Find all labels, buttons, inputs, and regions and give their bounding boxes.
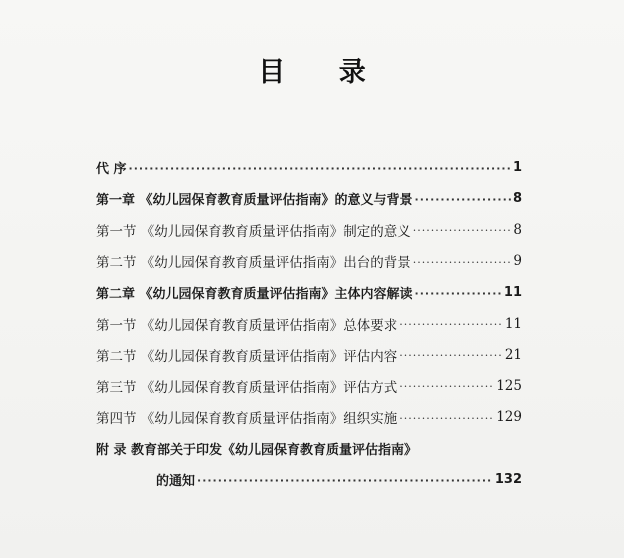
toc-entry-label: 第一节 《幼儿园保育教育质量评估指南》总体要求 bbox=[96, 317, 398, 334]
dot-leader bbox=[399, 381, 494, 392]
dot-leader bbox=[129, 163, 511, 174]
toc-entry[interactable] bbox=[96, 464, 522, 495]
toc-entry-label: 第三节 《幼儿园保育教育质量评估指南》评估方式 bbox=[96, 379, 398, 396]
toc-entry[interactable] bbox=[96, 277, 522, 308]
toc-entry-page-number: 8 bbox=[513, 221, 522, 238]
toc-entry-page-number: 1 bbox=[512, 160, 522, 176]
toc-entry[interactable] bbox=[96, 246, 522, 277]
toc-entry-page-number: 125 bbox=[496, 377, 522, 394]
toc-entry-label: 的通知 bbox=[156, 473, 196, 489]
toc-entry-label: 第一节 《幼儿园保育教育质量评估指南》制定的意义 bbox=[96, 223, 411, 240]
toc-entry-label: 第二节 《幼儿园保育教育质量评估指南》评估内容 bbox=[96, 348, 398, 365]
dot-leader bbox=[399, 319, 503, 330]
toc-entry-label: 附 录 教育部关于印发《幼儿园保育教育质量评估指南》 bbox=[96, 442, 418, 458]
dot-leader bbox=[415, 288, 502, 299]
toc-entry[interactable] bbox=[96, 152, 522, 183]
toc-entry-page-number: 129 bbox=[496, 409, 522, 426]
toc-entry[interactable] bbox=[96, 308, 522, 339]
toc-entry[interactable] bbox=[96, 183, 522, 214]
dot-leader bbox=[415, 194, 511, 205]
toc-entry[interactable] bbox=[96, 433, 522, 464]
dot-leader bbox=[399, 413, 494, 424]
dot-leader bbox=[399, 350, 503, 361]
toc-entry[interactable] bbox=[96, 339, 522, 370]
toc-entry-page-number: 8 bbox=[512, 191, 522, 207]
toc-entry-label: 第二章 《幼儿园保育教育质量评估指南》主体内容解读 bbox=[96, 286, 413, 302]
toc-entry[interactable] bbox=[96, 370, 522, 401]
dot-leader bbox=[413, 225, 512, 236]
table-of-contents bbox=[96, 152, 522, 495]
toc-entry-page-number: 21 bbox=[504, 346, 522, 363]
toc-entry-page-number: 132 bbox=[494, 471, 522, 487]
toc-entry-label: 第四节 《幼儿园保育教育质量评估指南》组织实施 bbox=[96, 411, 398, 428]
dot-leader bbox=[197, 475, 493, 486]
toc-entry-label: 第一章 《幼儿园保育教育质量评估指南》的意义与背景 bbox=[96, 193, 413, 209]
toc-entry-page-number: 11 bbox=[504, 315, 522, 332]
toc-entry[interactable] bbox=[96, 402, 522, 433]
toc-entry-label: 代 序 bbox=[96, 162, 127, 178]
dot-leader bbox=[413, 257, 512, 268]
toc-entry-label: 第二节 《幼儿园保育教育质量评估指南》出台的背景 bbox=[96, 255, 411, 272]
toc-entry-page-number: 11 bbox=[503, 284, 522, 300]
page-title: 目 录 bbox=[258, 57, 388, 88]
toc-entry-page-number: 9 bbox=[513, 253, 522, 270]
toc-entry[interactable] bbox=[96, 214, 522, 245]
